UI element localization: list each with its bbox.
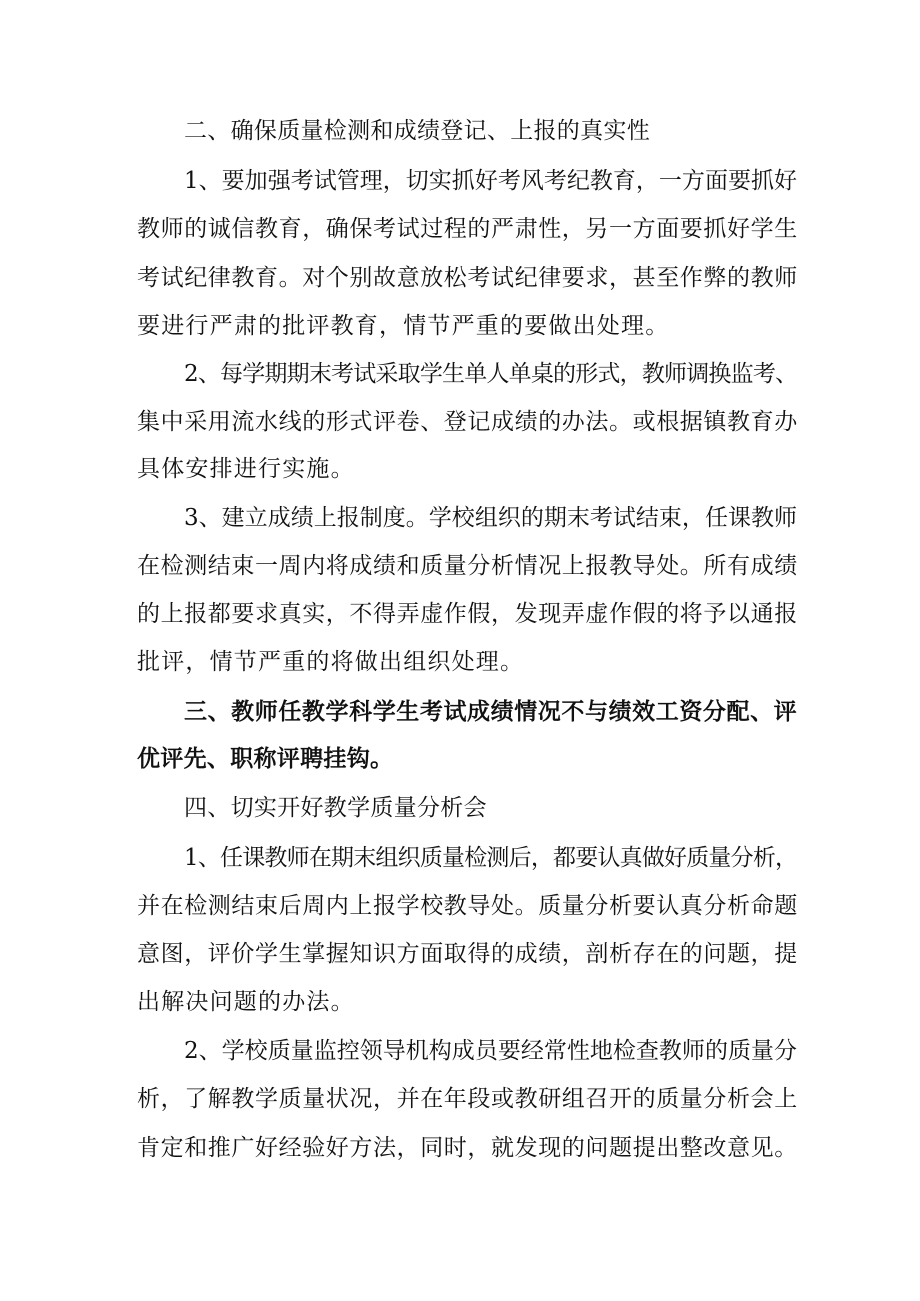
section-3-heading-line-2: 优评先、职称评聘挂钩。	[137, 746, 394, 772]
section-2-item-3-line-1: 3、建立成绩上报制度。学校组织的期末考试结束，任课教师	[184, 505, 797, 531]
section-2-item-1-line-2: 教师的诚信教育，确保考试过程的严肃性，另一方面要抓好学生	[137, 216, 798, 242]
section-4-item-2-line-2: 析，了解教学质量状况，并在年段或教研组召开的质量分析会上	[137, 1086, 798, 1112]
section-4-item-1-line-1: 1、任课教师在期末组织质量检测后，都要认真做好质量分析，	[184, 845, 798, 871]
section-4-heading: 四、切实开好教学质量分析会	[184, 795, 487, 821]
section-2-item-2-line-3: 具体安排进行实施。	[137, 456, 355, 482]
section-2-item-1-line-1: 1、要加强考试管理，切实抓好考风考纪教育，一方面要抓好	[184, 168, 797, 194]
section-2-heading: 二、确保质量检测和成绩登记、上报的真实性	[184, 118, 650, 144]
section-4-item-1-line-3: 意图，评价学生掌握知识方面取得的成绩，剖析存在的问题，提	[137, 941, 798, 967]
section-2-item-3-line-2: 在检测结束一周内将成绩和质量分析情况上报教导处。所有成绩	[137, 553, 798, 579]
section-3-heading-line-1: 三、教师任教学科学生考试成绩情况不与绩效工资分配、评	[184, 699, 797, 725]
section-4-item-2-line-1: 2、学校质量监控领导机构成员要经常性地检查教师的质量分	[184, 1038, 797, 1064]
section-4-item-2-line-3: 肯定和推广好经验好方法，同时，就发现的问题提出整改意见。	[137, 1135, 798, 1161]
section-2-item-1-line-3: 考试纪律教育。对个别故意放松考试纪律要求，甚至作弊的教师	[137, 265, 798, 291]
section-2-item-2-line-1: 2、每学期期末考试采取学生单人单桌的形式，教师调换监考、	[184, 361, 798, 387]
section-2-item-1-line-4: 要进行严肃的批评教育，情节严重的要做出处理。	[137, 313, 670, 339]
section-2-item-3-line-3: 的上报都要求真实，不得弄虚作假，发现弄虚作假的将予以通报	[137, 601, 798, 627]
section-4-item-1-line-2: 并在检测结束后周内上报学校教导处。质量分析要认真分析命题	[137, 893, 798, 919]
section-2-item-2-line-2: 集中采用流水线的形式评卷、登记成绩的办法。或根据镇教育办	[137, 409, 798, 435]
section-4-item-1-line-4: 出解决问题的办法。	[137, 989, 355, 1015]
section-2-item-3-line-4: 批评，情节严重的将做出组织处理。	[137, 649, 525, 675]
